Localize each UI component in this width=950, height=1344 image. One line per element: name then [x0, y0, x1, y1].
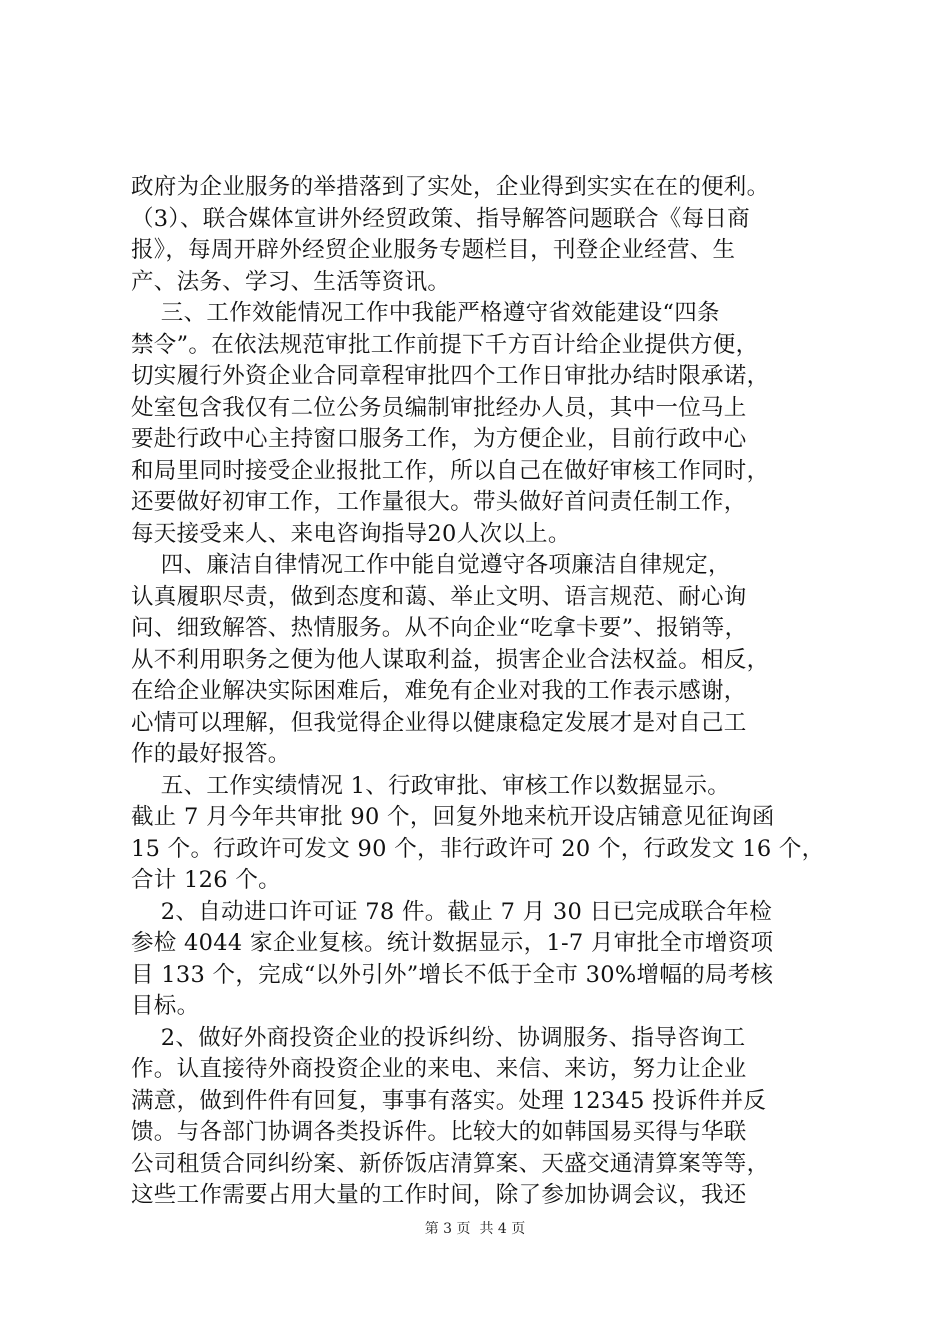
text-line: 作的最好报答。: [131, 741, 291, 767]
text-line: 禁令”。在依法规范审批工作前提下千方百计给企业提供方便，: [131, 331, 759, 358]
text-line: 切实履行外资企业合同章程审批四个工作日审批办结时限承诺，: [131, 363, 770, 389]
text-line: 心情可以理解，但我觉得企业得以健康稳定发展才是对自己工: [131, 709, 747, 736]
text-line: 截止 7 月今年共审批 90 个，回复外地来杭开设店铺意见征询函: [131, 804, 775, 830]
text-line: 合计 126 个。: [131, 867, 281, 893]
text-line: 四、廉洁自律情况工作中能自觉遵守各项廉洁自律规定，: [131, 552, 731, 578]
text-line: 在给企业解决实际困难后，难免有企业对我的工作表示感谢，: [131, 678, 747, 704]
text-line: 每天接受来人、来电咨询指导20人次以上。: [131, 520, 571, 547]
text-line: 认真履职尽责，做到态度和蔼、举止文明、语言规范、耐心询: [131, 583, 747, 610]
text-line: 作。认直接待外商投资企业的来电、来信、来访，努力让企业: [131, 1056, 747, 1082]
text-line: 15 个。行政许可发文 90 个，非行政许可 20 个，行政发文 16 个，: [131, 835, 825, 862]
text-line: 产、法务、学习、生活等资讯。: [131, 268, 451, 295]
text-line: 2、自动进口许可证 78 件。截止 7 月 30 日已完成联合年检: [131, 898, 773, 925]
text-line: 报》，每周开辟外经贸企业服务专题栏目，刊登企业经营、生: [131, 237, 736, 263]
text-line: 这些工作需要占用大量的工作时间，除了参加协调会议，我还: [131, 1182, 747, 1208]
text-line: 政府为企业服务的举措落到了实处，企业得到实实在在的便利。: [131, 174, 770, 200]
text-line: 问、细致解答、热情服务。从不向企业“吃拿卡要”、报销等，: [131, 615, 748, 641]
text-line: 处室包含我仅有二位公务员编制审批经办人员，其中一位马上: [131, 394, 747, 421]
text-line: 公司租赁合同纠纷案、新侨饭店清算案、天盛交通清算案等等，: [131, 1150, 770, 1177]
text-line: 要赴行政中心主持窗口服务工作，为方便企业，目前行政中心: [131, 426, 747, 452]
text-line: 馈。与各部门协调各类投诉件。比较大的如韩国易买得与华联: [131, 1119, 747, 1145]
body-text: [131, 172, 831, 1212]
text-line: 参检 4044 家企业复核。统计数据显示，1-7 月审批全市增资项: [131, 930, 774, 956]
text-line: 满意，做到件件有回复，事事有落实。处理 12345 投诉件并反: [131, 1087, 767, 1114]
text-line: 目 133 个，完成“以外引外”增长不低于全市 30%增幅的局考核: [131, 961, 774, 988]
text-line: 2、做好外商投资企业的投诉纠纷、协调服务、指导咨询工: [131, 1024, 746, 1051]
text-line: 五、工作实绩情况 1、行政审批、审核工作以数据显示。: [131, 772, 731, 799]
text-line: 和局里同时接受企业报批工作，所以自己在做好审核工作同时，: [131, 457, 770, 484]
text-line: （3）、联合媒体宣讲外经贸政策、指导解答问题联合《每日商: [131, 205, 750, 232]
text-line: 还要做好初审工作，工作量很大。带头做好首问责任制工作，: [131, 489, 747, 515]
text-line: 目标。: [131, 993, 200, 1019]
page-footer: 第 3 页 共 4 页: [424, 1221, 526, 1237]
text-line: 从不利用职务之便为他人谋取利益，损害企业合法权益。相反，: [131, 646, 770, 673]
text-line: 三、工作效能情况工作中我能严格遵守省效能建设“四条: [131, 300, 720, 326]
